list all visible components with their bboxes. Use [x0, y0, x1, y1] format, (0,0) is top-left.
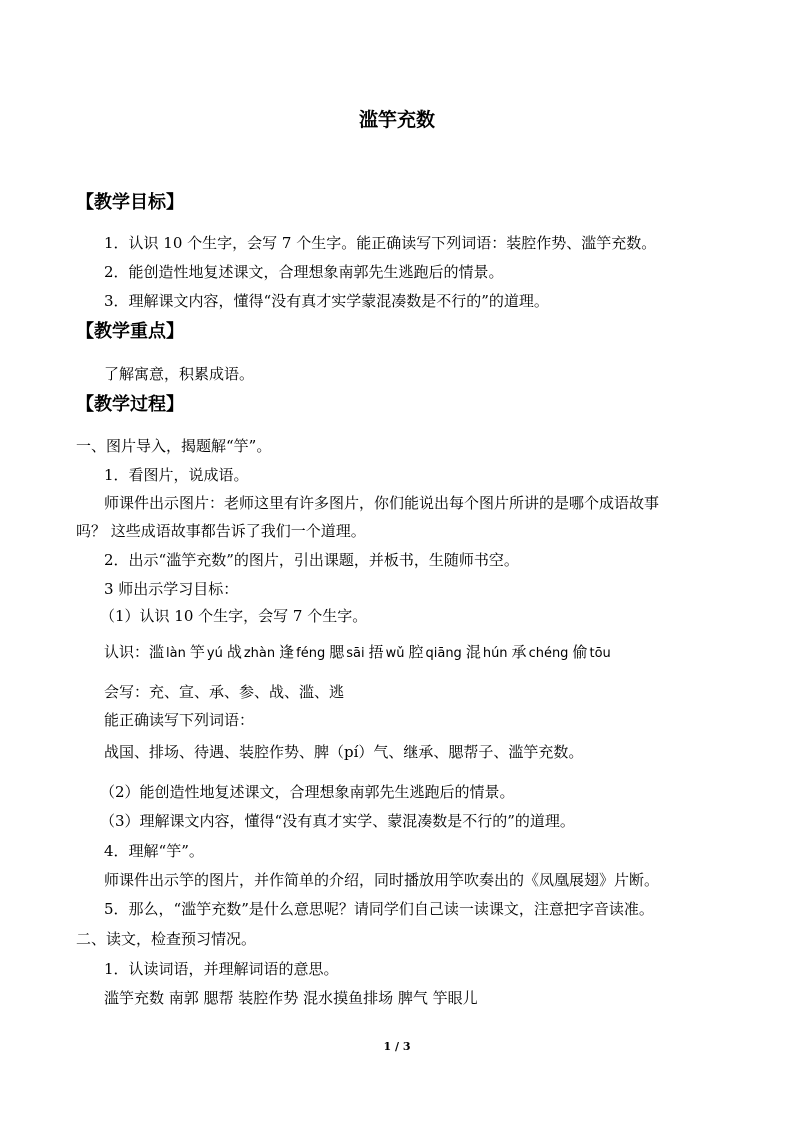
process-line: 吗？ 这些成语故事都告诉了我们一个道理。	[76, 522, 366, 540]
process-line: （3）理解课文内容，懂得“没有真才实学、蒙混凑数是不行的”的道理。	[100, 812, 575, 830]
char-item: 腮	[329, 643, 345, 661]
pinyin-item: chéng	[528, 646, 569, 661]
pinyin-item: wǔ	[385, 646, 405, 661]
process-line: 2．出示“滥竽充数”的图片，引出课题，并板书，生随师书空。	[104, 551, 519, 569]
vocab-list: 滥竽充数 南郭 腮帮 装腔作势 混水摸鱼排场 脾气 竽眼儿	[104, 989, 478, 1007]
char-item: 承	[511, 643, 527, 661]
write-chars-line: 会写：充、宣、承、参、战、滥、逃	[104, 683, 345, 701]
process-line: 5．那么，“滥竽充数”是什么意思呢？请同学们自己读一读课文，注意把字音读准。	[104, 900, 654, 918]
char-item: 混	[465, 643, 481, 661]
goal-2: 2．能创造性地复述课文，合理想象南郭先生逃跑后的情景。	[104, 263, 504, 281]
goal-1: 1．认识 10 个生字，会写 7 个生字。能正确读写下列词语：装腔作势、滥竽充数。	[104, 234, 657, 252]
process-line: 师课件出示图片：老师这里有许多图片，你们能说出每个图片所讲的是哪个成语故事	[104, 494, 660, 512]
process-line: （2）能创造性地复述课文，合理想象南郭先生逃跑后的情景。	[100, 783, 515, 801]
char-item: 滥	[149, 643, 165, 661]
char-item: 偷	[572, 643, 588, 661]
char-item: 战	[226, 643, 242, 661]
pinyin-item: tōu	[589, 646, 611, 661]
char-list	[149, 643, 615, 661]
process-heading: 【教学过程】	[76, 394, 184, 415]
process-step-1: 一、图片导入，揭题解“竽”。	[76, 437, 272, 455]
page-title: 滥竽充数	[358, 109, 435, 131]
pinyin-item: zhàn	[243, 646, 276, 661]
process-line: 1．看图片，说成语。	[104, 466, 249, 484]
char-item: 竽	[189, 643, 205, 661]
pinyin-item: sāi	[346, 646, 365, 661]
char-item: 逢	[279, 643, 295, 661]
process-line: 师课件出示竽的图片，并作简单的介绍，同时播放用竽吹奏出的《凤凰展翅》片断。	[104, 871, 660, 889]
process-line: 1．认读词语，并理解词语的意思。	[104, 960, 339, 978]
process-step-2: 二、读文，检查预习情况。	[76, 930, 257, 948]
goals-heading: 【教学目标】	[76, 192, 184, 213]
process-line: 3 师出示学习目标：	[104, 580, 239, 598]
char-item: 捂	[368, 643, 384, 661]
process-line: 能正确读写下列词语：	[104, 711, 255, 729]
word-list: 战国、排场、待遇、装腔作势、脾（pí）气、继承、腮帮子、滥竽充数。	[104, 743, 584, 761]
goal-3: 3．理解课文内容，懂得“没有真才实学蒙混凑数是不行的”的道理。	[104, 292, 549, 310]
pinyin-item: yú	[206, 646, 223, 661]
recognize-label: 认识：	[104, 643, 150, 661]
pinyin-item: qiāng	[425, 646, 462, 661]
recognize-chars-line	[104, 642, 615, 664]
process-line: （1）认识 10 个生字，会写 7 个生字。	[100, 607, 368, 625]
key-heading: 【教学重点】	[76, 321, 184, 342]
char-item: 腔	[408, 643, 424, 661]
key-point: 了解寓意，积累成语。	[104, 365, 255, 383]
page-number: 1 / 3	[383, 1040, 411, 1053]
pinyin-item: féng	[296, 646, 326, 661]
pinyin-item: làn	[166, 646, 186, 661]
pinyin-item: hún	[482, 646, 508, 661]
process-line: 4．理解“竽”。	[104, 842, 204, 860]
